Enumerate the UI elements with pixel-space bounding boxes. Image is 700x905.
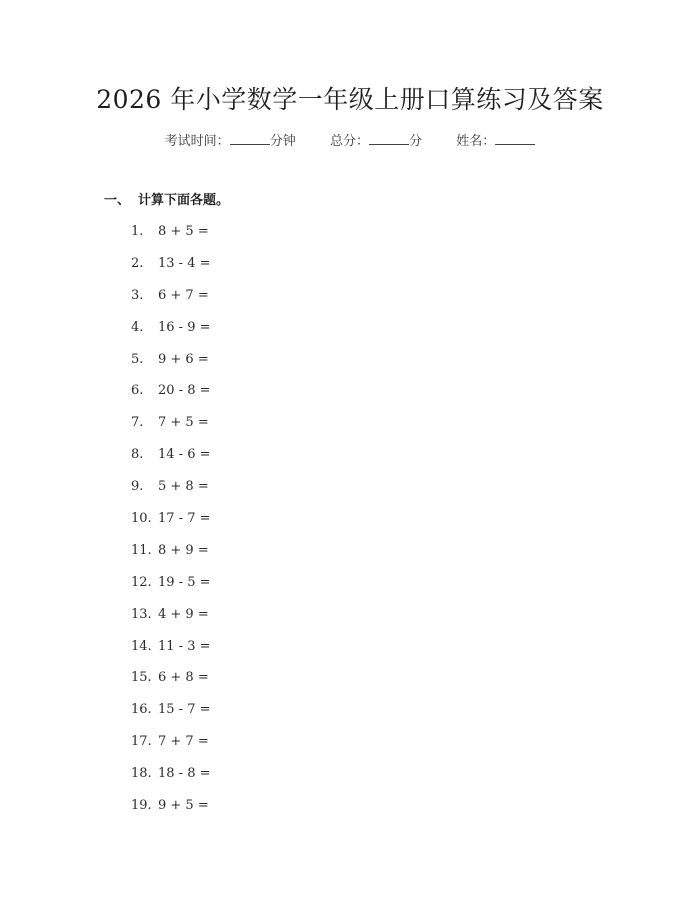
page-title: 2026 年小学数学一年级上册口算练习及答案	[96, 85, 604, 114]
problem-item	[131, 510, 211, 542]
problem-number: 11.	[131, 542, 152, 558]
problem-expression: 20 - 8 =	[158, 383, 211, 399]
problem-item	[131, 223, 211, 255]
problem-number: 13.	[131, 606, 152, 622]
problem-number: 17.	[131, 734, 152, 750]
problem-expression: 5 + 8 =	[158, 479, 209, 495]
problem-number: 15.	[131, 670, 152, 686]
exam-time-unit: 分钟	[269, 134, 296, 149]
problem-number: 19.	[131, 798, 152, 814]
problem-number: 10.	[131, 511, 152, 527]
problem-number: 6.	[131, 383, 144, 399]
section-heading	[104, 191, 229, 211]
problem-expression: 7 + 7 =	[158, 734, 209, 750]
problem-number: 5.	[131, 351, 144, 367]
problem-item	[131, 478, 211, 510]
student-name-blank[interactable]	[495, 131, 535, 145]
problem-expression: 4 + 9 =	[158, 606, 209, 622]
problem-item	[131, 574, 211, 606]
problem-number: 18.	[131, 766, 152, 782]
problem-expression: 8 + 9 =	[158, 542, 209, 558]
problem-number: 1.	[131, 224, 144, 239]
problem-item	[131, 733, 211, 765]
section-instruction: 计算下面各题。	[138, 193, 230, 208]
problem-item	[131, 319, 211, 351]
problem-number: 16.	[131, 702, 152, 718]
problem-expression: 17 - 7 =	[158, 511, 211, 527]
exam-time-field	[165, 131, 296, 152]
problem-item	[131, 638, 211, 670]
problem-list	[131, 223, 211, 829]
problem-expression: 11 - 3 =	[158, 638, 211, 654]
total-score-blank[interactable]	[369, 131, 409, 145]
problem-number: 9.	[131, 479, 144, 495]
problem-number: 14.	[131, 638, 152, 654]
problem-number: 8.	[131, 447, 144, 463]
problem-item	[131, 414, 211, 446]
problem-item	[131, 797, 211, 829]
problem-item	[131, 351, 211, 383]
problem-number: 12.	[131, 574, 152, 590]
problem-expression: 14 - 6 =	[158, 447, 211, 463]
exam-time-label: 考试时间：	[164, 134, 230, 149]
total-score-label: 总分：	[329, 134, 369, 149]
problem-item	[131, 669, 211, 701]
problem-item	[131, 701, 211, 733]
problem-item	[131, 255, 211, 287]
problem-expression: 18 - 8 =	[158, 766, 211, 782]
problem-item	[131, 446, 211, 478]
problem-item	[131, 765, 211, 797]
exam-time-blank[interactable]	[230, 131, 270, 145]
total-score-unit: 分	[409, 134, 423, 149]
problem-expression: 15 - 7 =	[158, 702, 211, 718]
problem-number: 3.	[131, 287, 144, 303]
total-score-field	[330, 131, 422, 152]
student-name-field	[456, 131, 535, 152]
problem-number: 7.	[131, 415, 144, 431]
problem-expression: 13 - 4 =	[158, 255, 211, 271]
exam-info-line	[0, 131, 700, 152]
problem-number: 2.	[131, 255, 144, 271]
problem-expression: 7 + 5 =	[158, 415, 209, 431]
problem-item	[131, 606, 211, 638]
problem-expression: 9 + 5 =	[158, 798, 209, 814]
problem-expression: 6 + 8 =	[158, 670, 209, 686]
problem-expression: 6 + 7 =	[158, 287, 209, 303]
problem-expression: 9 + 6 =	[158, 351, 209, 367]
problem-expression: 8 + 5 =	[158, 224, 209, 239]
section-number: 一、	[104, 193, 131, 208]
problem-expression: 16 - 9 =	[158, 319, 211, 335]
student-name-label: 姓名：	[456, 134, 496, 149]
problem-item	[131, 382, 211, 414]
problem-item	[131, 542, 211, 574]
problem-expression: 19 - 5 =	[158, 574, 211, 590]
problem-item	[131, 287, 211, 319]
problem-number: 4.	[131, 319, 144, 335]
